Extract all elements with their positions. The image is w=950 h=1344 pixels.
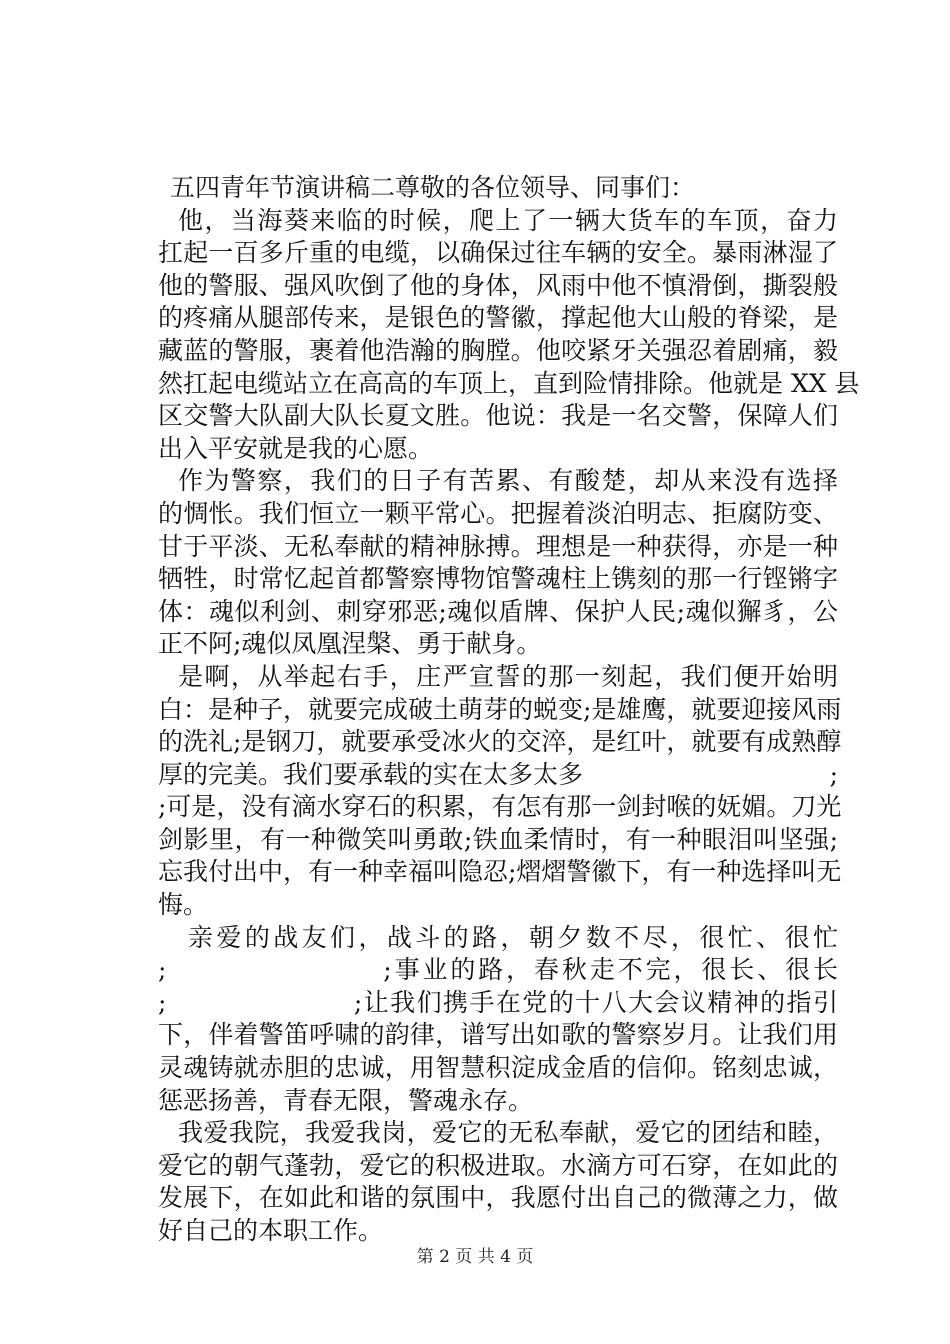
text-line: ;可是，没有滴水穿石的积累，有怎有那一剑封喉的妩媚。刀光 [158,792,842,822]
text-line: 藏蓝的警服，裹着他浩瀚的胸膛。他咬紧牙关强忍着剧痛，毅 [158,335,838,365]
text-line: ; ;事业的路，春秋走不完，很长、很长 [158,955,838,985]
text-line: 区交警大队副大队长夏文胜。他说：我是一名交警，保障人们 [158,401,838,431]
text-line-tail: ; [829,759,838,789]
text-line: 牺牲，时常忆起首都警察博物馆警魂柱上镌刻的那一行铿锵字 [158,564,838,594]
text-line: 发展下，在如此和谐的氛围中，我愿付出自己的微薄之力，做 [158,1183,838,1213]
text-line: 爱它的朝气蓬勃，爱它的积极进取。水滴方可石穿，在如此的 [158,1150,838,1180]
document-body [158,172,860,1248]
text-line: 亲爱的战友们，战斗的路，朝夕数不尽，很忙、很忙 [188,922,838,952]
text-line: 的洗礼;是钢刀，就要承受冰火的交淬，是红叶，就要有成熟醇 [158,727,842,757]
text-line: 他，当海葵来临的时候，爬上了一辆大货车的车顶，奋力 [178,205,838,235]
text-line: 扛起一百多斤重的电缆，以确保过往车辆的安全。暴雨淋湿了 [158,238,838,268]
text-line: 白：是种子，就要完成破土萌芽的蜕变;是雄鹰，就要迎接风雨 [158,694,842,724]
text-line: 灵魂铸就赤胆的忠诚，用智慧积淀成金盾的信仰。铭刻忠诚， [158,1053,838,1083]
text-line: 下，伴着警笛呼啸的韵律，谱写出如歌的警察岁月。让我们用 [158,1020,838,1050]
text-line: 悔。 [158,890,209,920]
text-line: 体：魂似利剑、刺穿邪恶;魂似盾牌、保护人民;魂似獬豸，公 [158,596,838,626]
text-line-main: 厚的完美。我们要承载的实在太多太多 [158,759,584,789]
text-line: 是啊，从举起右手，庄严宣誓的那一刻起，我们便开始明 [178,661,838,691]
text-line: 正不阿;魂似凤凰涅槃、勇于献身。 [158,629,542,659]
text-line: 五四青年节演讲稿二尊敬的各位领导、同事们： [170,173,696,202]
text-line [158,759,838,792]
text-line: 的惆怅。我们恒立一颗平常心。把握着淡泊明志、拒腐防变、 [158,498,838,528]
page-footer: 第 2 页 共 4 页 [416,1247,534,1267]
text-line: 好自己的本职工作。 [158,1216,384,1245]
text-line: 作为警察，我们的日子有苦累、有酸楚，却从来没有选择 [178,466,838,496]
text-line: 剑影里，有一种微笑叫勇敢;铁血柔情时，有一种眼泪叫坚强; [158,824,838,854]
text-line: 我爱我院，我爱我岗，爱它的无私奉献，爱它的团结和睦， [178,1118,838,1148]
text-line: 然扛起电缆站立在高高的车顶上，直到险情排除。他就是 XX 县 [158,368,860,398]
text-line: 惩恶扬善，青春无限，警魂永存。 [158,1085,534,1115]
text-line: 出入平安就是我的心愿。 [158,433,434,463]
text-line: 甘于平淡、无私奉献的精神脉搏。理想是一种获得，亦是一种 [158,531,838,561]
text-line: ; ;让我们携手在党的十八大会议精神的指引 [158,987,838,1017]
text-line: 忘我付出中，有一种幸福叫隐忍;熠熠警徽下，有一种选择叫无 [158,857,842,887]
text-line: 他的警服、强风吹倒了他的身体，风雨中他不慎滑倒，撕裂般 [158,270,838,300]
text-line: 的疼痛从腿部传来，是银色的警徽，撑起他大山般的脊梁，是 [158,303,838,333]
